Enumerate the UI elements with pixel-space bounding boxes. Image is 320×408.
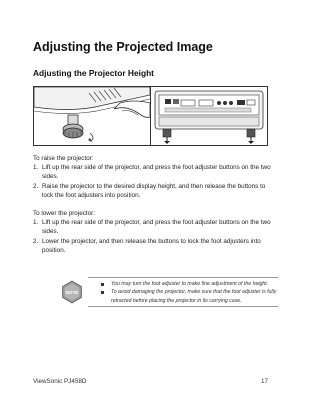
note-divider-top — [88, 277, 278, 278]
step-text: Lift up the rear side of the projector, and press the foot adjuster buttons on the two sides. — [42, 219, 271, 236]
step-number: 1. — [33, 164, 39, 172]
page-title: Adjusting the Projected Image — [33, 40, 213, 54]
raise-section — [33, 154, 271, 200]
raise-step — [33, 182, 271, 200]
note-text: To avoid damaging the projector, make sure that the foot adjuster is fully retracted before placing the projector in its carrying case. — [111, 289, 277, 304]
lower-step — [33, 218, 271, 236]
note-list — [101, 280, 279, 305]
note-item — [101, 288, 279, 305]
lower-intro: To lower the projector: — [33, 210, 95, 217]
note-icon-label: NOTE — [65, 289, 79, 295]
step-text: Lift up the rear side of the projector, and press the foot adjuster buttons on the two sides. — [42, 164, 271, 181]
page-number: 17 — [260, 378, 268, 385]
step-text: Raise the projector to the desired display height, and then release the buttons to lock the foot adjusters into position. — [42, 182, 266, 199]
step-text: Lower the projector, and then release the buttons to lock the foot adjusters into position. — [42, 237, 261, 254]
raise-step — [33, 163, 271, 181]
lower-section — [33, 209, 271, 255]
note-icon — [60, 280, 84, 304]
footer-product: ViewSonic PJ458D — [33, 378, 87, 385]
bullet-square-icon — [101, 291, 104, 294]
section-title: Adjusting the Projector Height — [33, 68, 154, 78]
foot-adjuster-illustration — [33, 86, 151, 146]
note-item — [101, 280, 279, 288]
step-number: 1. — [33, 219, 39, 227]
note-divider-bottom — [88, 306, 278, 307]
step-number: 2. — [33, 182, 39, 190]
lower-step — [33, 237, 271, 255]
bullet-square-icon — [101, 283, 104, 286]
note-text: You may turn the foot adjuster to make fine adjustment of the height. — [111, 281, 269, 287]
step-number: 2. — [33, 237, 39, 245]
projector-rear-illustration — [150, 86, 268, 146]
raise-intro: To raise the projector: — [33, 155, 94, 162]
